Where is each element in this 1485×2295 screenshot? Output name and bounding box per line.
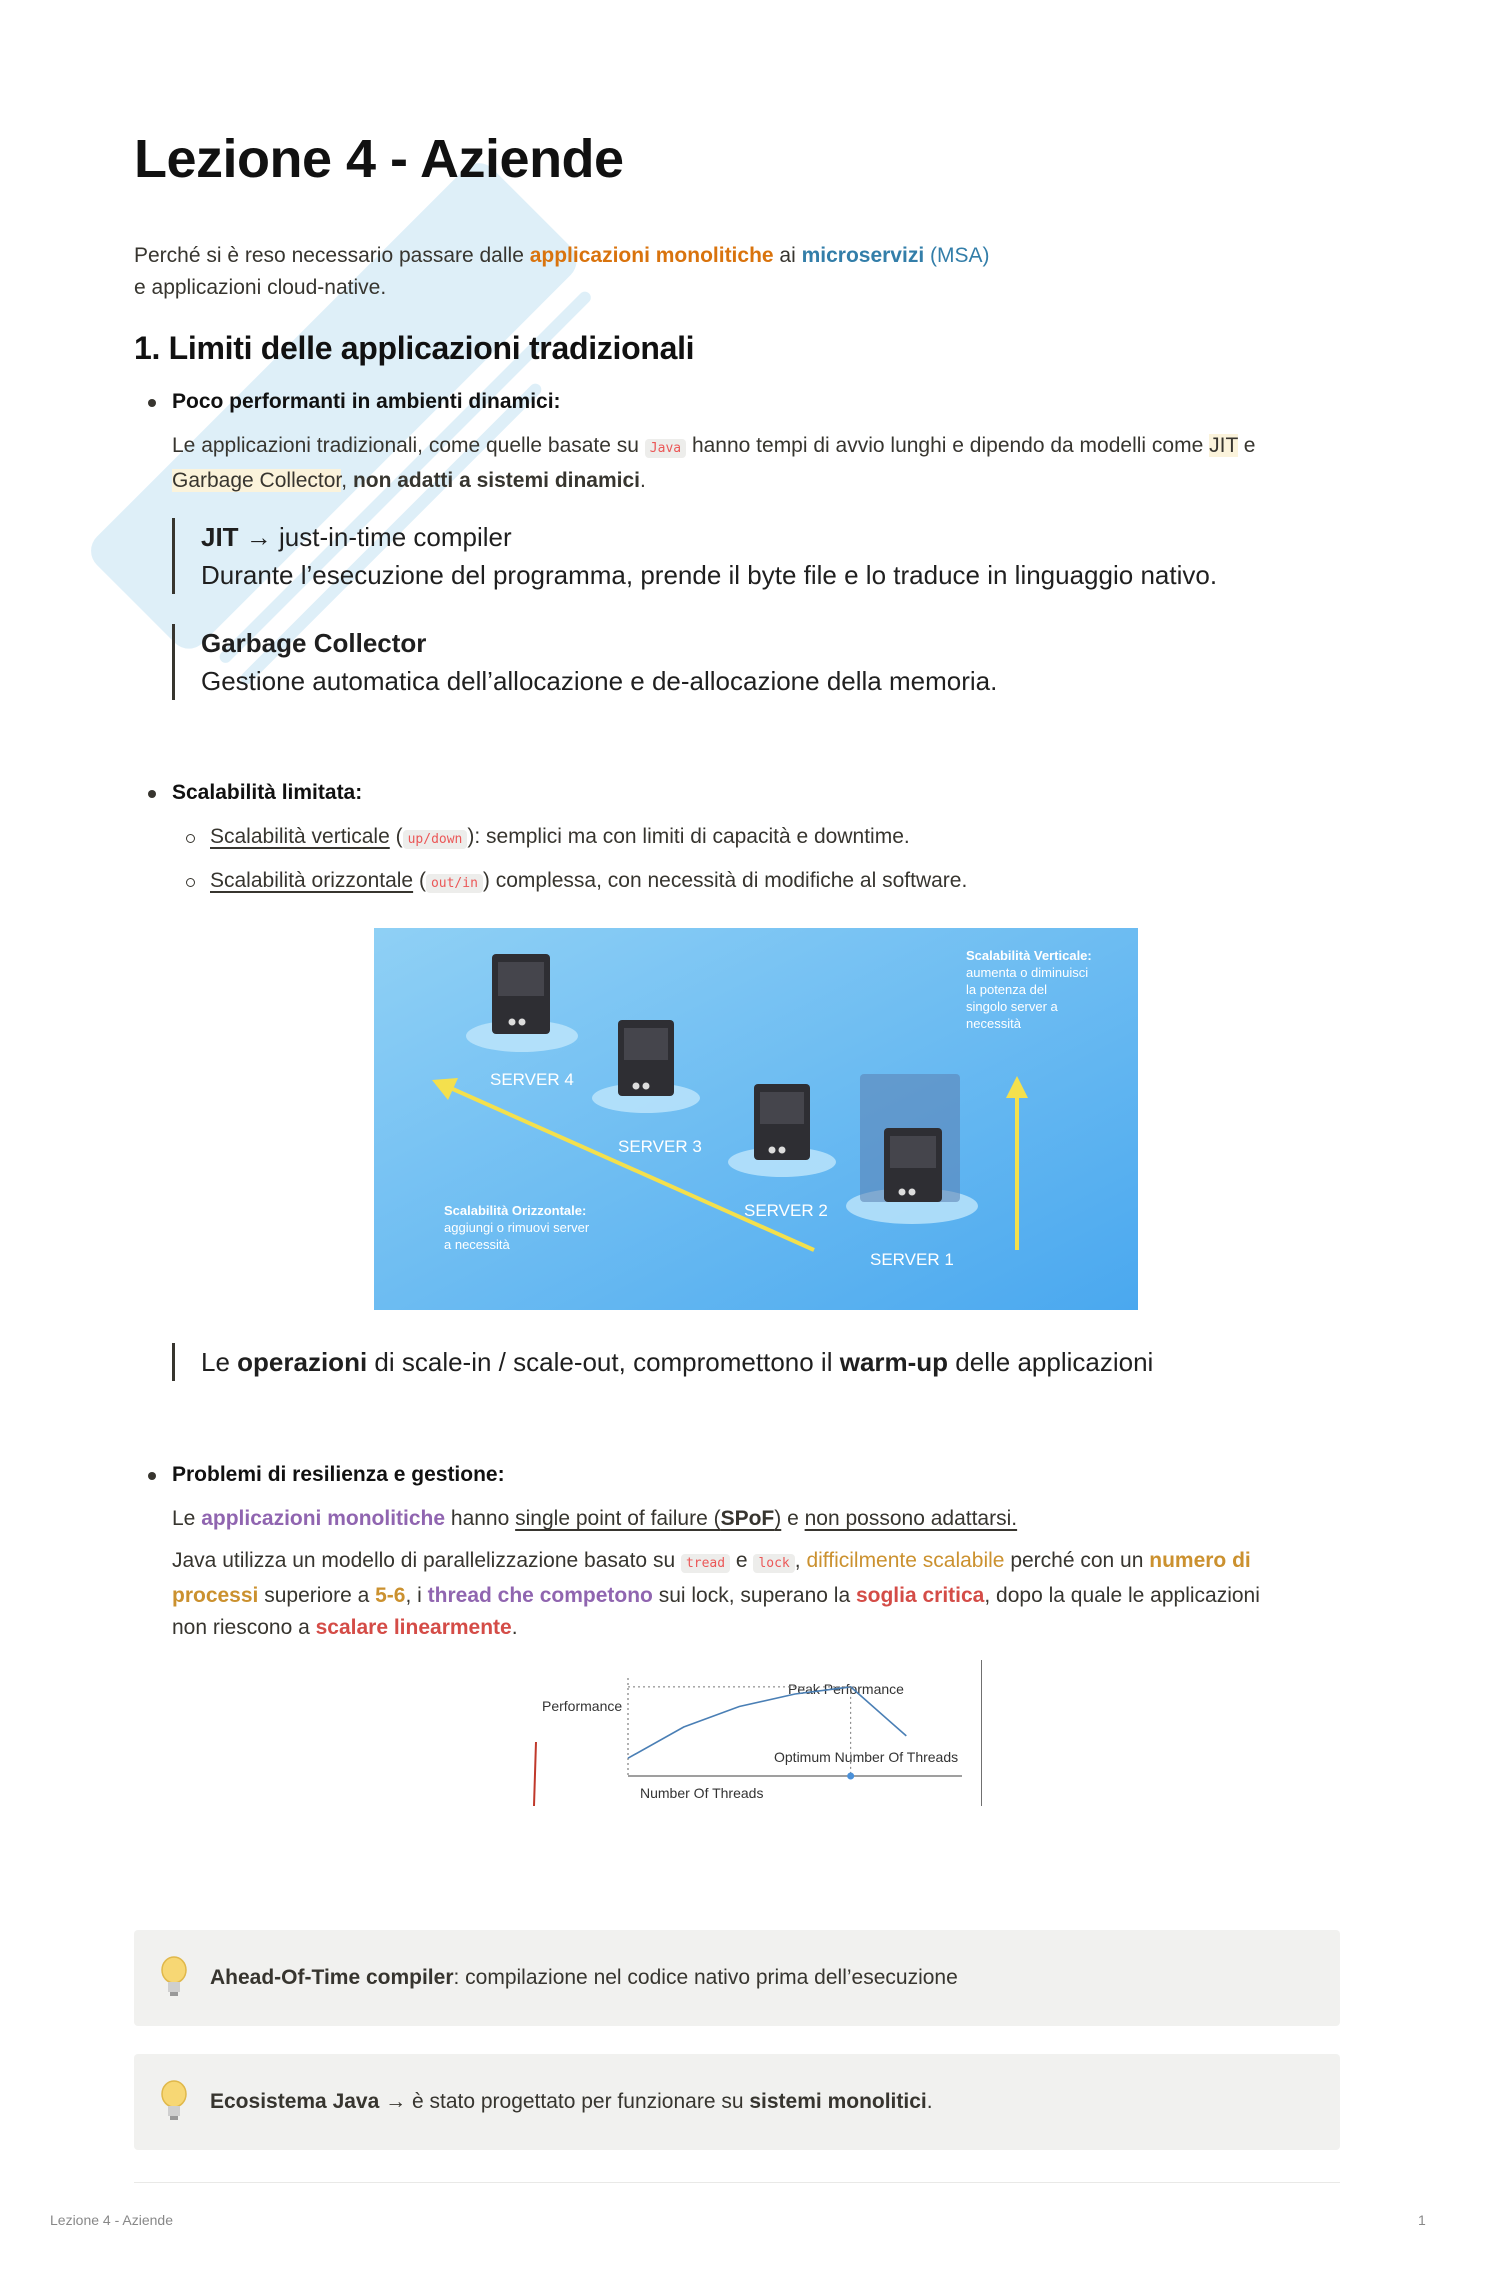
horizontal-scaling-caption-title: Scalabilità Orizzontale: (444, 1203, 587, 1218)
lightbulb-icon (160, 2080, 188, 2124)
bullet-dot (148, 790, 156, 798)
intro-paragraph: Perché si è reso necessario passare dalle applicazioni monolitiche ai microservizi (MSA) e applicazioni cloud-native. (134, 244, 990, 299)
footer-title: Lezione 4 - Aziende (50, 2212, 173, 2228)
lightbulb-icon (160, 1956, 188, 2000)
bullet-dot (148, 399, 156, 407)
y-axis-label: Performance (542, 1698, 623, 1714)
bullet-title-performance: Poco performanti in ambienti dinamici: (172, 390, 561, 413)
quote-garbage-collector: Garbage Collector Gestione automatica dell’allocazione e de-allocazione della memoria. (172, 624, 997, 700)
vertical-scaling-caption-line: necessità (966, 1016, 1021, 1031)
inline-code: Java (645, 439, 686, 458)
performance-paragraph: Le applicazioni tradizionali, come quelle basate su Java hanno tempi di avvio lunghi e dipendo da modelli come JIT e Garbage Collector, non adatti a sistemi dinamici. (172, 434, 1256, 492)
label-server-3: SERVER 3 (618, 1137, 702, 1156)
footer-page-number: 1 (1418, 2212, 1426, 2228)
sub-bullet-ring (186, 834, 195, 843)
bullet-title-resilience: Problemi di resilienza e gestione: (172, 1463, 505, 1486)
vertical-scaling-caption-line: singolo server a (966, 999, 1058, 1014)
vertical-scaling-caption-line: aumenta o diminuisci (966, 965, 1089, 980)
horizontal-scaling-caption-line: a necessità (444, 1237, 510, 1252)
optimum-point (847, 1773, 854, 1780)
quote-operations: Le operazioni di scale-in / scale-out, compromettono il warm-up delle applicazioni (172, 1343, 1153, 1381)
label-server-1: SERVER 1 (870, 1250, 954, 1269)
label-server-4: SERVER 4 (490, 1070, 574, 1089)
scalability-illustration (374, 928, 1138, 1310)
horizontal-scaling-item: Scalabilità orizzontale ( out/in ) complessa, con necessità di modifiche al software. (210, 869, 968, 892)
page-title: Lezione 4 - Aziende (134, 129, 624, 189)
bullet-title-scalability: Scalabilità limitata: (172, 781, 363, 804)
x-axis-label: Number Of Threads (640, 1785, 764, 1801)
footer-separator (134, 2182, 1340, 2183)
callout-java-ecosystem: Ecosistema Java → è stato progettato per funzionare su sistemi monolitici. (134, 2054, 1340, 2150)
sub-bullet-ring (186, 878, 195, 887)
optimum-threads-label: Optimum Number Of Threads (774, 1749, 959, 1765)
vertical-scaling-item: Scalabilità verticale ( up/down ): semplici ma con limiti di capacità e downtime. (210, 825, 910, 848)
resilience-line-1: Le applicazioni monolitiche hanno single point of failure (SPoF) e non possono adattarsi. (172, 1507, 1018, 1530)
bullet-dot (148, 1472, 156, 1480)
left-red-mark (534, 1742, 536, 1806)
section-heading: 1. Limiti delle applicazioni tradizionali (134, 330, 695, 366)
quote-jit: JIT → just-in-time compiler Durante l’esecuzione del programma, prende il byte file e lo traduce in linguaggio nativo. (172, 518, 1217, 594)
peak-performance-label: Peak Performance (788, 1681, 904, 1697)
vertical-scaling-caption-title: Scalabilità Verticale: (966, 948, 1092, 963)
resilience-paragraph: Java utilizza un modello di parallelizzazione basato su tread e lock , difficilmente scalabile perché con un numero di processi superiore a 5-6, i thread che competono sui lock, superano la soglia critica, dopo la quale le applicazioni non riescono a scalare linearmente. (172, 1549, 1260, 1639)
vertical-scaling-caption-line: la potenza del (966, 982, 1047, 997)
performance-threads-chart (522, 1658, 982, 1808)
horizontal-scaling-caption-line: aggiungi o rimuovi server (444, 1220, 590, 1235)
performance-curve (628, 1687, 906, 1758)
label-server-2: SERVER 2 (744, 1201, 828, 1220)
callout-aot: Ahead-Of-Time compiler: compilazione nel codice nativo prima dell’esecuzione (134, 1930, 1340, 2026)
